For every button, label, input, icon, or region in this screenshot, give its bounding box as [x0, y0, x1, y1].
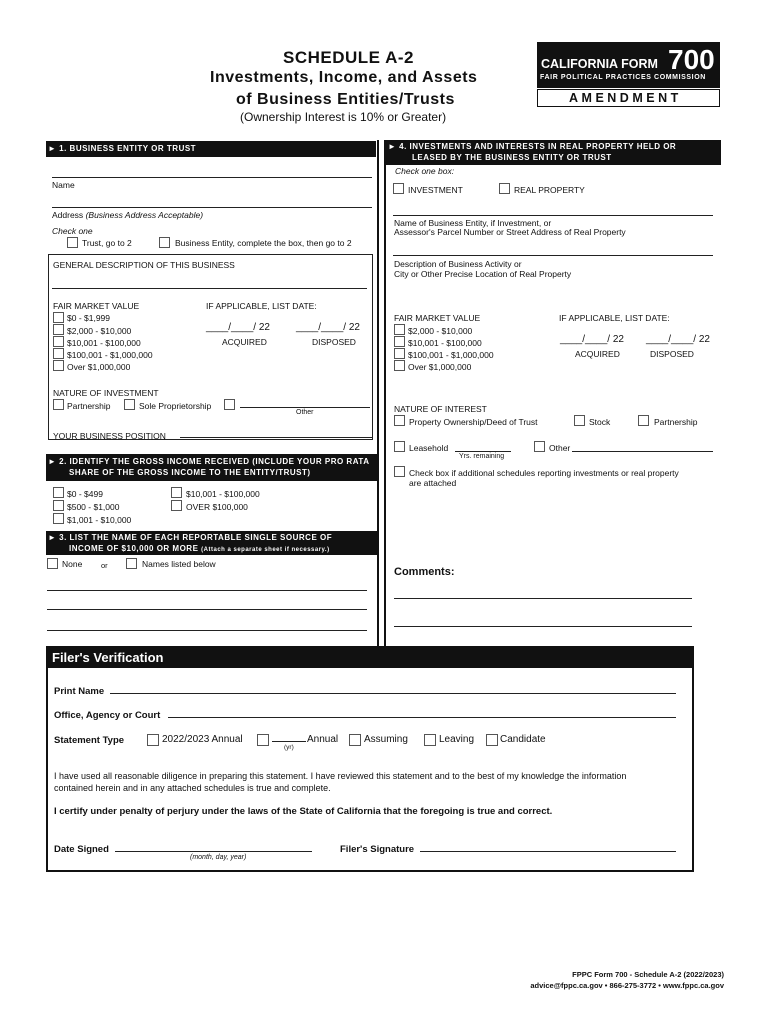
rp-acquired-label: ACQUIRED [575, 349, 620, 359]
fmv-checkbox-1[interactable] [53, 324, 64, 335]
form-label: CALIFORNIA FORM [541, 57, 658, 71]
general-description-field[interactable] [52, 288, 367, 289]
rp-other-label: Other [549, 443, 571, 453]
additional-schedules-label-1: Check box if additional schedules reporting investments or real property [409, 468, 679, 478]
income-option-2: $1,001 - $10,000 [67, 515, 132, 525]
rp-fmv-option-2: $100,001 - $1,000,000 [408, 350, 494, 360]
verification-box [46, 646, 694, 872]
address-label: Address (Business Address Acceptable) [52, 210, 204, 220]
date-disposed-field[interactable]: ____/____/ 22 [296, 322, 360, 333]
additional-schedules-label-2: are attached [409, 478, 457, 488]
statement-type-label: Statement Type [54, 735, 125, 746]
office-field[interactable] [168, 717, 676, 718]
sole-proprietorship-checkbox[interactable] [124, 399, 135, 410]
fmv-option-3: $100,001 - $1,000,000 [67, 350, 153, 360]
business-entity-label: Business Entity, complete the box, then go to 2 [175, 238, 352, 248]
annual-checkbox[interactable] [257, 734, 269, 746]
rp-disposed-label: DISPOSED [650, 349, 694, 359]
candidate-checkbox[interactable] [486, 734, 498, 746]
office-label: Office, Agency or Court [54, 710, 161, 721]
rp-fmv-checkbox-3[interactable] [394, 360, 405, 371]
section1-heading: ► 1. BUSINESS ENTITY OR TRUST [46, 141, 376, 157]
fmv-checkbox-3[interactable] [53, 348, 64, 359]
rp-fmv-label: FAIR MARKET VALUE [394, 313, 481, 323]
stock-checkbox[interactable] [574, 415, 585, 426]
income-source-line-3[interactable] [47, 630, 367, 631]
fmv-option-0: $0 - $1,999 [67, 313, 111, 323]
diligence-text-2: contained herein and in any attached schedules is true and complete. [54, 783, 331, 793]
verification-heading-bar [48, 648, 692, 668]
fmv-label: FAIR MARKET VALUE [53, 301, 140, 311]
income-source-line-2[interactable] [47, 609, 367, 610]
print-name-label: Print Name [54, 686, 105, 697]
name-field[interactable] [52, 177, 372, 178]
comments-line-2[interactable] [394, 626, 692, 627]
fmv-option-1: $2,000 - $10,000 [67, 326, 132, 336]
trust-checkbox[interactable] [67, 237, 78, 248]
leaving-checkbox[interactable] [424, 734, 436, 746]
sole-proprietorship-label: Sole Proprietorship [139, 401, 212, 411]
print-name-field[interactable] [110, 693, 676, 694]
rp-fmv-checkbox-2[interactable] [394, 348, 405, 359]
leasehold-checkbox[interactable] [394, 441, 405, 452]
other-investment-field[interactable] [240, 407, 370, 408]
annual-2022-checkbox[interactable] [147, 734, 159, 746]
additional-schedules-checkbox[interactable] [394, 466, 405, 477]
commission-label: FAIR POLITICAL PRACTICES COMMISSION [540, 74, 706, 81]
yrs-remaining-label: Yrs. remaining [459, 453, 505, 460]
column-divider-right [384, 140, 386, 646]
rp-other-field[interactable] [572, 451, 713, 452]
candidate-label: Candidate [500, 734, 546, 745]
annual-year-field[interactable] [272, 741, 306, 742]
annual-2022-label: 2022/2023 Annual [162, 734, 243, 745]
partnership-label: Partnership [67, 401, 111, 411]
amendment-label: AMENDMENT [569, 91, 682, 105]
rp-other-checkbox[interactable] [534, 441, 545, 452]
business-position-field[interactable] [180, 437, 372, 438]
business-entity-checkbox[interactable] [159, 237, 170, 248]
nature-of-interest-label: NATURE OF INTEREST [394, 404, 487, 414]
income-option-3: $10,001 - $100,000 [186, 489, 260, 499]
date-hint: (month, day, year) [190, 854, 247, 861]
income-checkbox-2[interactable] [53, 513, 64, 524]
rp-date-disposed-field[interactable]: ____/____/ 22 [646, 334, 710, 345]
investment-label: INVESTMENT [408, 185, 463, 195]
income-option-4: OVER $100,000 [186, 502, 248, 512]
acquired-label: ACQUIRED [222, 337, 267, 347]
disposed-label: DISPOSED [312, 337, 356, 347]
amendment-box [537, 89, 720, 107]
footer-form-id: FPPC Form 700 - Schedule A-2 (2022/2023) [572, 970, 724, 979]
form-title-line1: Investments, Income, and Assets [210, 69, 478, 86]
fmv-option-2: $10,001 - $100,000 [67, 338, 141, 348]
comments-label: Comments: [394, 566, 455, 578]
fmv-checkbox-0[interactable] [53, 312, 64, 323]
property-ownership-label: Property Ownership/Deed of Trust [409, 417, 538, 427]
diligence-text-1: I have used all reasonable diligence in preparing this statement. I have reviewed this statement and to the best of my knowledge the information [54, 771, 627, 781]
footer-contact: advice@fppc.ca.gov • 866-275-3772 • www.fppc.ca.gov [530, 981, 724, 990]
partnership-checkbox[interactable] [53, 399, 64, 410]
income-option-1: $500 - $1,000 [67, 502, 120, 512]
address-field[interactable] [52, 207, 372, 208]
entity-name-label-2: Assessor's Parcel Number or Street Address of Real Property [394, 227, 626, 237]
leaving-label: Leaving [439, 734, 475, 745]
rp-fmv-checkbox-0[interactable] [394, 324, 405, 335]
names-listed-checkbox[interactable] [126, 558, 137, 569]
section2-heading: ► 2. IDENTIFY THE GROSS INCOME RECEIVED (INCLUDE YOUR PRO RATA SHARE OF THE GROSS INCOME TO THE ENTITY/TRUST) [46, 454, 379, 481]
rp-fmv-option-1: $10,001 - $100,000 [408, 338, 482, 348]
list-date-label: IF APPLICABLE, LIST DATE: [206, 301, 317, 311]
rp-partnership-label: Partnership [654, 417, 698, 427]
annual-label: Annual [307, 734, 339, 745]
date-signed-field[interactable] [115, 851, 312, 852]
income-checkbox-1[interactable] [53, 500, 64, 511]
investment-checkbox[interactable] [393, 183, 404, 194]
assuming-label: Assuming [364, 734, 408, 745]
annual-year-hint: (yr) [284, 744, 294, 751]
leasehold-label: Leasehold [409, 443, 449, 453]
other-investment-checkbox[interactable] [224, 399, 235, 410]
names-listed-label: Names listed below [142, 559, 216, 569]
business-activity-label-1: Description of Business Activity or [394, 259, 522, 269]
none-checkbox[interactable] [47, 558, 58, 569]
rp-fmv-option-0: $2,000 - $10,000 [408, 326, 473, 336]
date-signed-label: Date Signed [54, 844, 109, 855]
other-investment-label: Other [296, 409, 314, 416]
business-activity-field[interactable] [393, 255, 713, 256]
fmv-checkbox-2[interactable] [53, 336, 64, 347]
form-subtitle: (Ownership Interest is 10% or Greater) [240, 110, 447, 124]
entity-name-field[interactable] [393, 215, 713, 216]
column-divider-left [377, 140, 379, 646]
check-one-box-label: Check one box: [395, 166, 455, 176]
check-one-label: Check one [52, 226, 93, 236]
rp-fmv-option-3: Over $1,000,000 [408, 362, 472, 372]
stock-label: Stock [589, 417, 611, 427]
form-id-box [537, 42, 720, 88]
nature-of-investment-label: NATURE OF INVESTMENT [53, 388, 159, 398]
property-ownership-checkbox[interactable] [394, 415, 405, 426]
or-label: or [101, 561, 108, 570]
verification-heading: Filer's Verification [52, 650, 164, 665]
general-description-label: GENERAL DESCRIPTION OF THIS BUSINESS [53, 260, 235, 270]
real-property-label: REAL PROPERTY [514, 185, 585, 195]
income-checkbox-4[interactable] [171, 500, 182, 511]
rp-list-date-label: IF APPLICABLE, LIST DATE: [559, 313, 670, 323]
income-checkbox-0[interactable] [53, 487, 64, 498]
signature-label: Filer's Signature [340, 844, 415, 855]
rp-partnership-checkbox[interactable] [638, 415, 649, 426]
entity-name-label-1: Name of Business Entity, if Investment, or [394, 218, 552, 228]
certify-text: I certify under penalty of perjury under the laws of the State of California that the foregoing is true and correct. [54, 806, 553, 817]
real-property-checkbox[interactable] [499, 183, 510, 194]
fmv-option-4: Over $1,000,000 [67, 362, 131, 372]
income-option-0: $0 - $499 [67, 489, 103, 499]
date-acquired-field[interactable]: ____/____/ 22 [206, 322, 270, 333]
trust-label: Trust, go to 2 [82, 238, 132, 248]
income-source-line-1[interactable] [47, 590, 367, 591]
rp-fmv-checkbox-1[interactable] [394, 336, 405, 347]
business-position-label: YOUR BUSINESS POSITION [53, 431, 166, 441]
schedule-title: SCHEDULE A-2 [283, 48, 414, 67]
fmv-checkbox-4[interactable] [53, 360, 64, 371]
none-label: None [62, 559, 83, 569]
business-activity-label-2: City or Other Precise Location of Real Property [394, 269, 572, 279]
form-number: 700 [668, 44, 715, 75]
income-checkbox-3[interactable] [171, 487, 182, 498]
section4-heading: ► 4. INVESTMENTS AND INTERESTS IN REAL PROPERTY HELD OR LEASED BY THE BUSINESS ENTITY OR TRUST [386, 140, 721, 165]
section3-heading: ► 3. LIST THE NAME OF EACH REPORTABLE SINGLE SOURCE OF INCOME OF $10,000 OR MORE (Attach a separate sheet if necessary.) [46, 531, 379, 555]
rp-date-acquired-field[interactable]: ____/____/ 22 [560, 334, 624, 345]
comments-line-1[interactable] [394, 598, 692, 599]
signature-field[interactable] [420, 851, 676, 852]
yrs-remaining-field[interactable] [455, 451, 511, 452]
form-title-line2: of Business Entities/Trusts [236, 91, 455, 108]
name-label: Name [52, 180, 75, 190]
assuming-checkbox[interactable] [349, 734, 361, 746]
